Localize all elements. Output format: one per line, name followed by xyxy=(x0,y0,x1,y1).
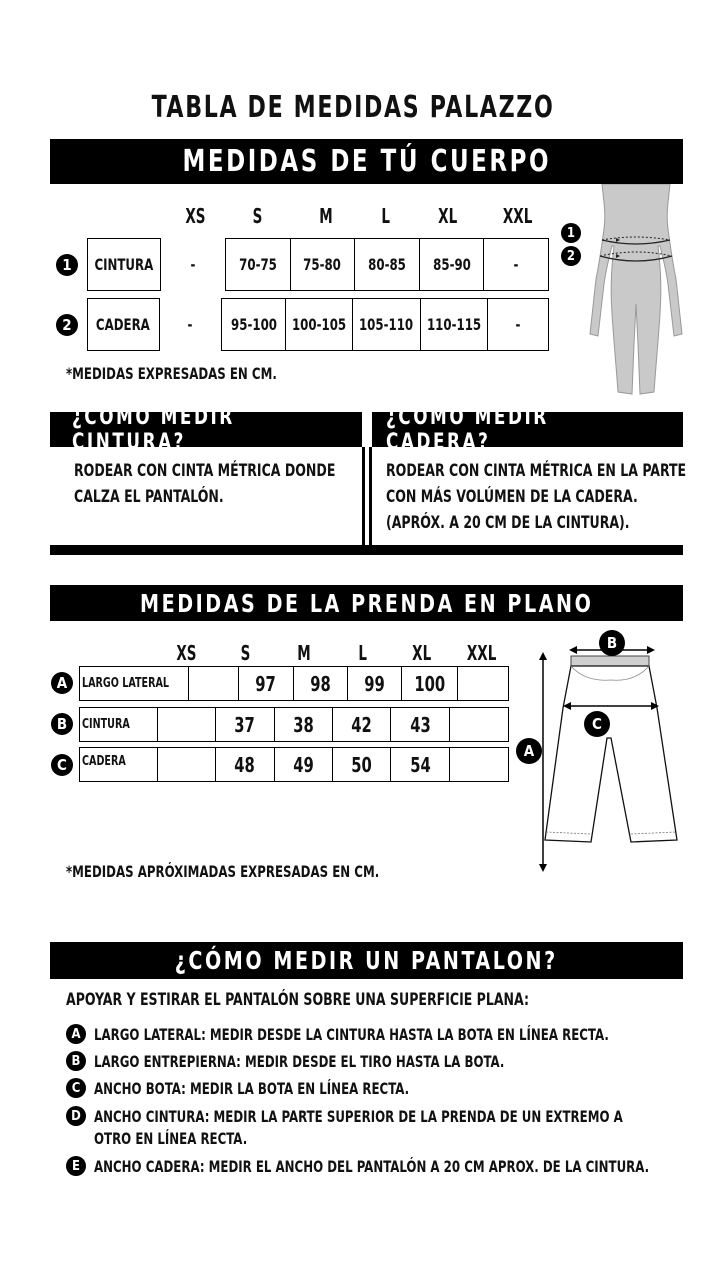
list-item: B LARGO ENTREPIERNA: MEDIR DESDE EL TIRO HASTA LA BOTA. xyxy=(66,1051,706,1073)
garment-marker-a: A xyxy=(51,672,73,694)
garment-size-m: M xyxy=(297,641,311,665)
body-measurements-header: MEDIDAS DE TÚ CUERPO xyxy=(50,139,683,184)
table-row: CINTURA - 70-75 75-80 80-85 85-90 - xyxy=(88,239,549,291)
size-m: M xyxy=(319,204,333,228)
garment-size-l: L xyxy=(358,641,368,665)
row-marker-2: 2 xyxy=(56,314,78,336)
diagram-marker-a: A xyxy=(516,738,542,764)
table-row: CINTURA 37 38 42 43 xyxy=(80,708,509,742)
row-marker-1: 1 xyxy=(56,254,78,276)
waist-howto-text: RODEAR CON CINTA MÉTRICA DONDE CALZA EL PANTALÓN. xyxy=(74,461,336,507)
row-label-hip: CADERA xyxy=(88,299,160,351)
list-marker-b: B xyxy=(66,1051,86,1071)
list-item: A LARGO LATERAL: MEDIR DESDE LA CINTURA HASTA LA BOTA EN LÍNEA RECTA. xyxy=(66,1024,706,1046)
size-xxl: XXL xyxy=(503,204,533,228)
list-marker-c: C xyxy=(66,1078,86,1098)
garment-size-xl: XL xyxy=(412,641,432,665)
hip-howto-header: ¿CÓMO MEDIR CADERA? xyxy=(372,412,683,447)
list-item: C ANCHO BOTA: MEDIR LA BOTA EN LÍNEA RECTA. xyxy=(66,1078,706,1100)
hip-howto-text: RODEAR CON CINTA MÉTRICA EN LA PARTE CON MÁS VOLÚMEN DE LA CADERA. (APRÓX. A 20 CM DE LA CINTURA). xyxy=(386,461,687,533)
garment-table-hip xyxy=(79,747,509,782)
list-marker-d: D xyxy=(66,1106,86,1126)
body-note: *MEDIDAS EXPRESADAS EN CM. xyxy=(66,364,277,383)
row-label-waist: CINTURA xyxy=(88,239,161,291)
body-table-waist xyxy=(87,238,549,291)
size-xl: XL xyxy=(438,204,458,228)
garment-size-xs: XS xyxy=(175,641,197,665)
size-l: L xyxy=(381,204,391,228)
row-label-garment-hip: CADERA xyxy=(80,748,158,782)
page-title: TABLA DE MEDIDAS PALAZZO xyxy=(151,90,555,125)
waist-howto-header: ¿CÓMO MEDIR CINTURA? xyxy=(50,412,362,447)
row-label-length: LARGO LATERAL xyxy=(80,667,189,701)
garment-marker-c: C xyxy=(51,754,73,776)
garment-size-xxl: XXL xyxy=(467,641,497,665)
body-figure-icon xyxy=(580,184,690,400)
list-marker-e: E xyxy=(66,1156,86,1176)
body-table-hip xyxy=(87,298,549,351)
garment-marker-b: B xyxy=(51,713,73,735)
diagram-marker-c: C xyxy=(584,711,610,737)
garment-measurements-header: MEDIDAS DE LA PRENDA EN PLANO xyxy=(50,585,683,621)
size-xs: XS xyxy=(184,204,206,228)
size-s: S xyxy=(252,204,262,228)
list-marker-a: A xyxy=(66,1024,86,1044)
list-item: E ANCHO CADERA: MEDIR EL ANCHO DEL PANTALÓN A 20 CM APROX. DE LA CINTURA. xyxy=(66,1156,706,1178)
list-item: D ANCHO CINTURA: MEDIR LA PARTE SUPERIOR DE LA PRENDA DE UN EXTREMO A OTRO EN LÍNEA RECTA. xyxy=(66,1106,654,1150)
table-row: CADERA - 95-100 100-105 105-110 110-115 - xyxy=(88,299,549,351)
garment-table-waist xyxy=(79,707,509,742)
howto-bottom-rule xyxy=(50,545,683,555)
garment-table-length xyxy=(79,666,509,701)
garment-size-s: S xyxy=(240,641,250,665)
garment-note: *MEDIDAS APRÓXIMADAS EXPRESADAS EN CM. xyxy=(66,862,380,881)
table-row: LARGO LATERAL 97 98 99 100 xyxy=(80,667,509,701)
figure-marker-1: 1 xyxy=(561,223,581,243)
pants-howto-header: ¿CÓMO MEDIR UN PANTALON? xyxy=(50,942,683,979)
pants-howto-intro: APOYAR Y ESTIRAR EL PANTALÓN SOBRE UNA SUPERFICIE PLANA: xyxy=(66,990,530,1010)
row-label-garment-waist: CINTURA xyxy=(80,708,158,742)
table-row: CADERA 48 49 50 54 xyxy=(80,748,509,782)
figure-marker-2: 2 xyxy=(561,246,581,266)
diagram-marker-b: B xyxy=(599,630,625,656)
